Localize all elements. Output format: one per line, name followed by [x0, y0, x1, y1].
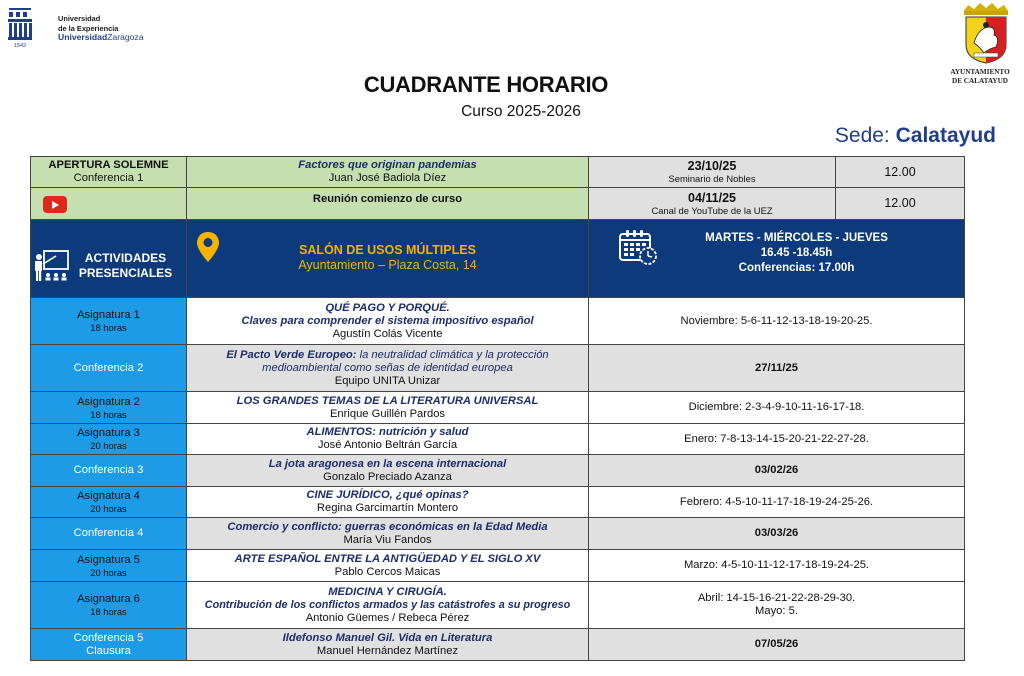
table-row — [31, 298, 965, 345]
venue-name: SALÓN DE USOS MÚLTIPLES — [299, 243, 476, 257]
ayuntamiento-line-1: AYUNTAMIENTO — [950, 68, 1010, 76]
row-hours: 20 horas — [90, 566, 127, 578]
schedule-conferences: Conferencias: 17.00h — [738, 262, 855, 274]
table-row — [31, 487, 965, 518]
opening-time-cell — [836, 157, 965, 188]
row-schedule: Marzo: 4-5-10-11-12-17-18-19-24-25. — [683, 559, 870, 571]
opening-title-cell — [187, 157, 589, 188]
row-title-cell — [187, 392, 589, 424]
row-speaker: María Viu Fandos — [343, 533, 432, 546]
table-row — [31, 345, 965, 392]
row-schedule: 03/02/26 — [754, 464, 799, 476]
row-title-line: CINE JURÍDICO, ¿qué opinas? — [306, 489, 469, 501]
row-label: Conferencia 2 — [73, 361, 144, 374]
opening-time: 12.00 — [884, 164, 916, 179]
schedule-header-cell — [589, 220, 965, 298]
row-label-cell — [31, 424, 187, 455]
row-label: Asignatura 5 — [77, 553, 140, 566]
sede-label — [835, 124, 996, 148]
calendar-clock-icon — [618, 229, 660, 267]
row-label: Asignatura 2 — [77, 395, 140, 408]
meeting-title: Reunión comienzo de curso — [312, 193, 463, 205]
row-schedule-cell — [589, 550, 965, 582]
row-hours: 18 horas — [90, 606, 127, 617]
sede-value: Calatayud — [895, 124, 996, 147]
activities-header-cell — [31, 220, 187, 298]
row-label-cell — [31, 550, 187, 582]
row-title-bold: El Pacto Verde Europeo: — [226, 348, 357, 361]
venue-header-cell — [187, 220, 589, 298]
row-label: Conferencia 3 — [73, 464, 144, 476]
row-schedule: Diciembre: 2-3-4-9-10-11-16-17-18. — [688, 401, 865, 413]
venue-address: Ayuntamiento – Plaza Costa, 14 — [298, 258, 477, 272]
row-title-cell — [187, 455, 589, 487]
row-speaker: Regina Garcimartín Montero — [316, 502, 459, 514]
youtube-cell — [31, 188, 187, 220]
coat-of-arms-icon — [958, 3, 1014, 65]
row-hours: 20 horas — [90, 503, 127, 514]
sede-prefix: Sede: — [834, 124, 890, 147]
row-title-line: Comercio y conflicto: guerras económicas en la Edad Media — [227, 520, 548, 533]
uz-line-3 — [58, 33, 144, 43]
table-row — [31, 550, 965, 582]
meeting-date-cell — [589, 188, 836, 220]
row-title-cell — [187, 550, 589, 582]
row-label-cell — [31, 455, 187, 487]
section-header-row — [31, 220, 965, 298]
row-title-line: MEDICINA Y CIRUGÍA. — [328, 585, 447, 598]
row-speaker: Pablo Cercos Maicas — [334, 565, 441, 578]
meeting-date: 04/11/25 — [688, 190, 736, 205]
activities-label — [79, 251, 172, 281]
row-hours: 18 horas — [90, 408, 127, 420]
uz-line-3-bold: Universidad — [58, 32, 108, 42]
row-title-line: Ildefonso Manuel Gil. Vida en Literatura — [282, 631, 493, 644]
page-title: CUADRANTE HORARIO — [363, 72, 609, 97]
row-label: Asignatura 1 — [77, 309, 140, 321]
row-schedule-cell — [589, 582, 965, 629]
row-label: Asignatura 4 — [77, 490, 140, 502]
row-title-line: ARTE ESPAÑOL ENTRE LA ANTIGÜEDAD Y EL SIGLO XV — [234, 552, 541, 565]
table-row — [31, 424, 965, 455]
opening-date-cell — [589, 157, 836, 188]
universidad-zaragoza-logo — [6, 6, 156, 50]
row-title-line: Contribución de los conflictos armados y las catástrofes a su progreso — [204, 598, 571, 611]
table-row — [31, 455, 965, 487]
row-label-cell — [31, 629, 187, 661]
page-subtitle: Curso 2025-2026 — [461, 103, 581, 120]
uz-line-3-regular: Zaragoza — [107, 32, 144, 42]
row-schedule: Mayo: 5. — [755, 605, 798, 617]
row-label-cell — [31, 392, 187, 424]
row-title-rest: la neutralidad climática y la protección — [356, 348, 549, 361]
row-label-cell — [31, 487, 187, 518]
row-label: Conferencia 4 — [73, 527, 144, 539]
row-speaker: José Antonio Beltrán García — [317, 439, 458, 451]
opening-speaker: Juan José Badiola Díez — [328, 172, 447, 184]
teacher-icon — [34, 250, 72, 282]
row-title-cell — [187, 629, 589, 661]
opening-label-cell — [31, 157, 187, 188]
opening-label: APERTURA SOLEMNE — [48, 159, 169, 171]
row-title-cell — [187, 345, 589, 392]
row-label-cell — [31, 582, 187, 629]
course-meeting-row — [31, 188, 965, 220]
row-schedule-cell — [589, 518, 965, 550]
ayuntamiento-line-2: DE CALATAYUD — [952, 76, 1008, 85]
university-name — [58, 14, 144, 43]
row-title-line: medioambiental como señas de identidad europea — [262, 361, 513, 374]
row-label-cell — [31, 345, 187, 392]
table-row — [31, 392, 965, 424]
activities-label-line-1: ACTIVIDADES — [84, 250, 167, 265]
svg-text:1542: 1542 — [13, 43, 27, 48]
row-speaker: Agustín Colás Vicente — [332, 327, 443, 340]
row-schedule: 03/03/26 — [754, 527, 799, 539]
row-hours: 18 horas — [90, 322, 127, 333]
row-schedule-cell — [589, 298, 965, 345]
row-speaker: Gonzalo Preciado Azanza — [323, 470, 452, 483]
row-speaker: Manuel Hernández Martínez — [316, 644, 459, 657]
row-schedule-cell — [589, 424, 965, 455]
row-schedule-cell — [589, 345, 965, 392]
row-title-line: La jota aragonesa en la escena internacional — [268, 457, 507, 470]
row-schedule-cell — [589, 629, 965, 661]
meeting-place: Canal de YouTube de la UEZ — [651, 204, 773, 216]
row-speaker: Enrique Guillén Pardos — [329, 407, 446, 420]
row-schedule-cell — [589, 392, 965, 424]
opening-title: Factores que originan pandemias — [298, 159, 477, 171]
table-row — [31, 582, 965, 629]
row-label: Asignatura 3 — [77, 427, 140, 439]
row-schedule: Enero: 7-8-13-14-15-20-21-22-27-28. — [684, 432, 869, 445]
row-label: Conferencia 5 — [73, 631, 144, 644]
row-title-line — [189, 349, 586, 362]
location-pin-icon — [197, 232, 219, 262]
row-schedule: Noviembre: 5-6-11-12-13-18-19-20-25. — [680, 314, 873, 327]
row-title-cell — [187, 487, 589, 518]
row-title-line: QUÉ PAGO Y PORQUÉ. — [325, 301, 450, 314]
row-schedule-cell — [589, 487, 965, 518]
youtube-icon[interactable] — [43, 196, 67, 213]
meeting-title-cell — [187, 188, 589, 220]
row-title-cell — [187, 424, 589, 455]
meeting-time-cell — [836, 188, 965, 220]
uz-line-1: Universidad — [58, 14, 101, 23]
opening-place: Seminario de Nobles — [668, 173, 756, 184]
row-title-line: Claves para comprender el sistema impositivo español — [241, 314, 534, 327]
row-title-line: LOS GRANDES TEMAS DE LA LITERATURA UNIVERSAL — [236, 394, 539, 407]
row-schedule: 27/11/25 — [755, 361, 798, 374]
row-title-cell — [187, 298, 589, 345]
row-hours: Clausura — [86, 644, 131, 657]
row-label-cell — [31, 298, 187, 345]
opening-date: 23/10/25 — [687, 159, 737, 173]
row-speaker: Antonio Güemes / Rebeca Pérez — [305, 611, 470, 624]
table-row — [31, 629, 965, 661]
row-speaker: Equipo UNITA Unizar — [334, 374, 441, 387]
row-title-cell — [187, 518, 589, 550]
meeting-time: 12.00 — [884, 196, 916, 210]
row-schedule: Abril: 14-15-16-21-22-28-29-30. — [697, 592, 856, 604]
row-hours: 20 horas — [90, 440, 127, 451]
table-row — [31, 518, 965, 550]
row-label-cell — [31, 518, 187, 550]
opening-row — [31, 157, 965, 188]
row-schedule: 07/05/26 — [754, 638, 799, 650]
schedule-hours: 16.45 -18.45h — [760, 247, 833, 259]
row-title-cell — [187, 582, 589, 629]
row-schedule: Febrero: 4-5-10-11-17-18-19-24-25-26. — [679, 495, 874, 508]
row-title-line: ALIMENTOS: nutrición y salud — [306, 426, 469, 438]
row-label: Asignatura 6 — [77, 593, 140, 605]
opening-sublabel: Conferencia 1 — [73, 172, 144, 184]
activities-label-line-2: PRESENCIALES — [78, 265, 173, 280]
schedule-days: MARTES - MIÉRCOLES - JUEVES — [705, 232, 888, 244]
schedule-table — [30, 156, 965, 661]
row-schedule-cell — [589, 455, 965, 487]
university-emblem-icon — [6, 6, 34, 48]
uz-line-2: de la Experiencia — [58, 23, 119, 33]
